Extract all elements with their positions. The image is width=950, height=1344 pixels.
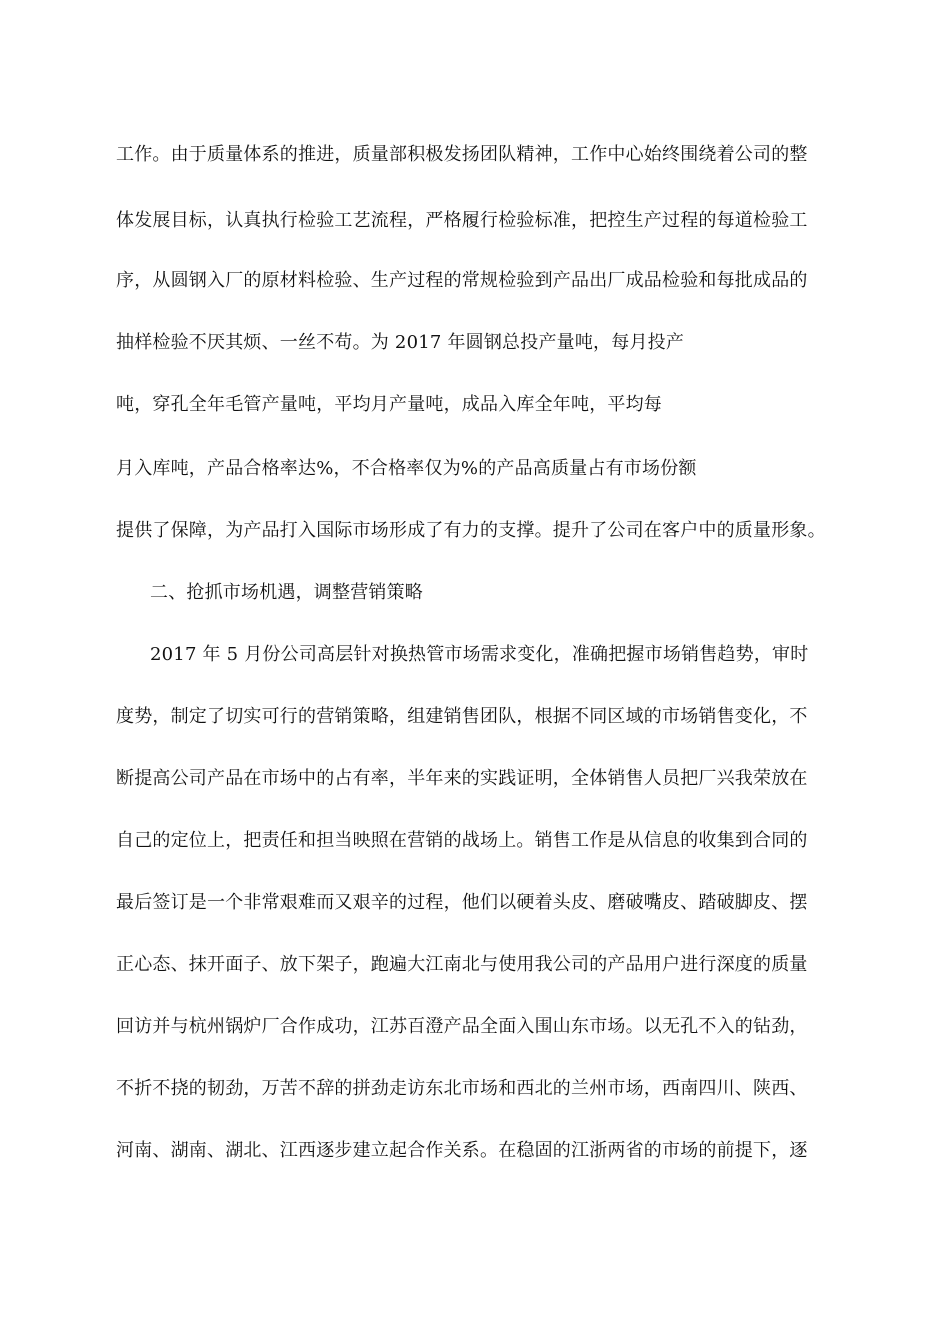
paragraph-line-15: 回访并与杭州锅炉厂合作成功，江苏百澄产品全面入围山东市场。以无孔不入的钻劲， — [116, 1016, 808, 1037]
paragraph-line-5: 吨，穿孔全年毛管产量吨，平均月产量吨，成品入库全年吨，平均每 — [116, 394, 662, 415]
paragraph-line-3: 序，从圆钢入厂的原材料检验、生产过程的常规检验到产品出厂成品检验和每批成品的 — [116, 270, 808, 291]
paragraph-line-11: 断提高公司产品在市场中的占有率，半年来的实践证明，全体销售人员把厂兴我荣放在 — [116, 768, 808, 789]
paragraph-line-17: 河南、湖南、湖北、江西逐步建立起合作关系。在稳固的江浙两省的市场的前提下，逐 — [116, 1140, 808, 1161]
paragraph-line-16: 不折不挠的韧劲，万苦不辞的拼劲走访东北市场和西北的兰州市场，西南四川、陕西、 — [116, 1078, 808, 1099]
section-heading: 二、抢抓市场机遇，调整营销策略 — [150, 582, 423, 603]
paragraph-line-14: 正心态、抹开面子、放下架子，跑遍大江南北与使用我公司的产品用户进行深度的质量 — [116, 954, 808, 975]
paragraph-line-7: 提供了保障，为产品打入国际市场形成了有力的支撑。提升了公司在客户中的质量形象。 — [116, 520, 826, 541]
paragraph-line-12: 自己的定位上，把责任和担当映照在营销的战场上。销售工作是从信息的收集到合同的 — [116, 830, 808, 851]
paragraph-line-2: 体发展目标，认真执行检验工艺流程，严格履行检验标准，把控生产过程的每道检验工 — [116, 210, 808, 231]
paragraph-line-1: 工作。由于质量体系的推进，质量部积极发扬团队精神，工作中心始终围绕着公司的整 — [116, 144, 808, 165]
paragraph-line-13: 最后签订是一个非常艰难而又艰辛的过程，他们以硬着头皮、磨破嘴皮、踏破脚皮、摆 — [116, 892, 808, 913]
paragraph-line-4: 抽样检验不厌其烦、一丝不苟。为 2017 年圆钢总投产量吨，每月投产 — [116, 332, 685, 353]
paragraph-line-10: 度势，制定了切实可行的营销策略，组建销售团队，根据不同区域的市场销售变化，不 — [116, 706, 808, 727]
paragraph-line-6: 月入库吨，产品合格率达%，不合格率仅为%的产品高质量占有市场份额 — [116, 458, 697, 479]
paragraph-line-9: 2017 年 5 月份公司高层针对换热管市场需求变化，准确把握市场销售趋势，审时 — [150, 644, 809, 665]
